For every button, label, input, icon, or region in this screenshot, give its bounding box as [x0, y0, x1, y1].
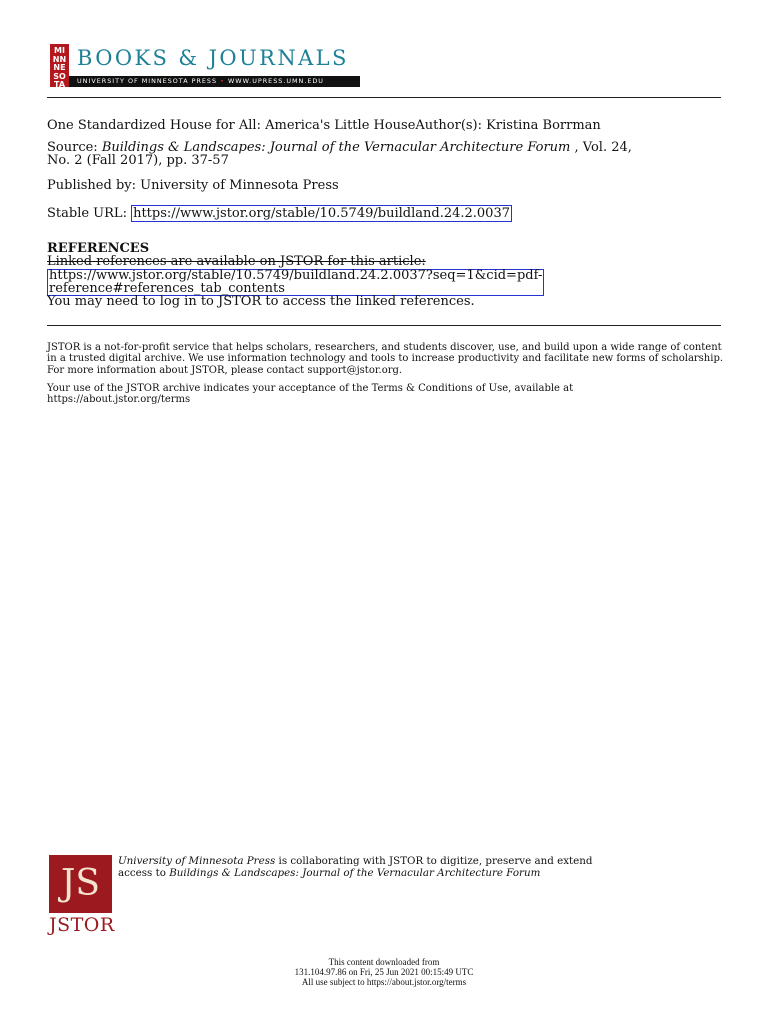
article-title-line: One Standardized House for All: America's Little HouseAuthor(s): Kristina Borrman: [47, 118, 601, 133]
references-login-note: You may need to log in to JSTOR to access the linked references.: [47, 294, 475, 310]
stable-url-line: [47, 206, 512, 222]
brand-subtitle-right: WWW.UPRESS.UMN.EDU: [227, 77, 324, 85]
logo-letters-2: NN: [52, 54, 67, 64]
content-divider: [47, 325, 721, 326]
source-details-1: , Vol. 24,: [570, 140, 632, 155]
logo-letters-1: MI: [54, 46, 65, 55]
download-info: [240, 957, 528, 987]
jstor-seal-icon: JS: [49, 855, 112, 913]
source-journal: Buildings & Landscapes: Journal of the Vernacular Architecture Forum: [101, 140, 571, 155]
collab-access: access to: [118, 867, 170, 879]
jstor-notice-paragraph: JSTOR is a not-for-profit service that helps scholars, researchers, and students discover, use, and build upon a wide range of content in a trusted digital archive. We use information technology and tools to increase productivity and facilitate new forms of scholarship. For more information about JSTOR, please contact support@jstor.org.: [47, 342, 724, 376]
stable-url-label: Stable URL:: [47, 206, 132, 221]
brand-subtitle-bar: [69, 76, 360, 87]
collab-line-2: [118, 867, 592, 879]
download-line-3: All use subject to https://about.jstor.org/terms: [301, 977, 467, 987]
collab-mid: is collaborating with JSTOR to digitize, preserve and extend: [275, 855, 593, 867]
header-divider: [47, 97, 721, 98]
download-line-2: 131.104.97.86 on Fri, 25 Jun 2021 00:15:49 UTC: [294, 967, 474, 977]
brand-subtitle-separator: •: [220, 77, 225, 85]
stable-url-link[interactable]: https://www.jstor.org/stable/10.5749/buildland.24.2.0037: [133, 206, 510, 221]
brand-subtitle-left: UNIVERSITY OF MINNESOTA PRESS: [77, 77, 218, 85]
terms-line-1: Your use of the JSTOR archive indicates your acceptance of the Terms & Conditions of Use, available at: [47, 383, 574, 394]
published-by: Published by: University of Minnesota Press: [47, 178, 339, 193]
logo-letters-5: TA: [53, 80, 66, 90]
download-line-1: This content downloaded from: [328, 957, 440, 967]
logo-letters-3: NE: [53, 63, 66, 73]
publisher-logo: [50, 44, 360, 90]
collab-press: University of Minnesota Press: [118, 855, 276, 867]
jstor-logo: [49, 855, 114, 935]
brand-title: BOOKS & JOURNALS: [77, 46, 349, 70]
references-link-part1: https://www.jstor.org/stable/10.5749/buildland.24.2.0037?seq=1&cid=pdf-: [49, 267, 543, 283]
references-intro: Linked references are available on JSTOR for this article:: [47, 254, 426, 269]
collab-journal: Buildings & Landscapes: Journal of the Vernacular Architecture Forum: [169, 867, 541, 879]
references-heading: REFERENCES: [47, 241, 150, 256]
references-link-part2: reference#references_tab_contents: [49, 280, 285, 296]
jstor-wordmark: JSTOR: [49, 914, 115, 936]
terms-link[interactable]: https://about.jstor.org/terms: [47, 394, 191, 406]
source-label: Source:: [47, 140, 102, 155]
logo-letters-4: SO: [53, 71, 66, 81]
terms-paragraph: [47, 383, 727, 406]
minnesota-mark-icon: [50, 44, 69, 90]
collab-line-1: [118, 855, 592, 867]
collaboration-statement: [118, 855, 592, 879]
references-block: [47, 256, 544, 309]
references-link[interactable]: [47, 269, 544, 297]
source-line-2: No. 2 (Fall 2017), pp. 37-57: [47, 153, 229, 168]
